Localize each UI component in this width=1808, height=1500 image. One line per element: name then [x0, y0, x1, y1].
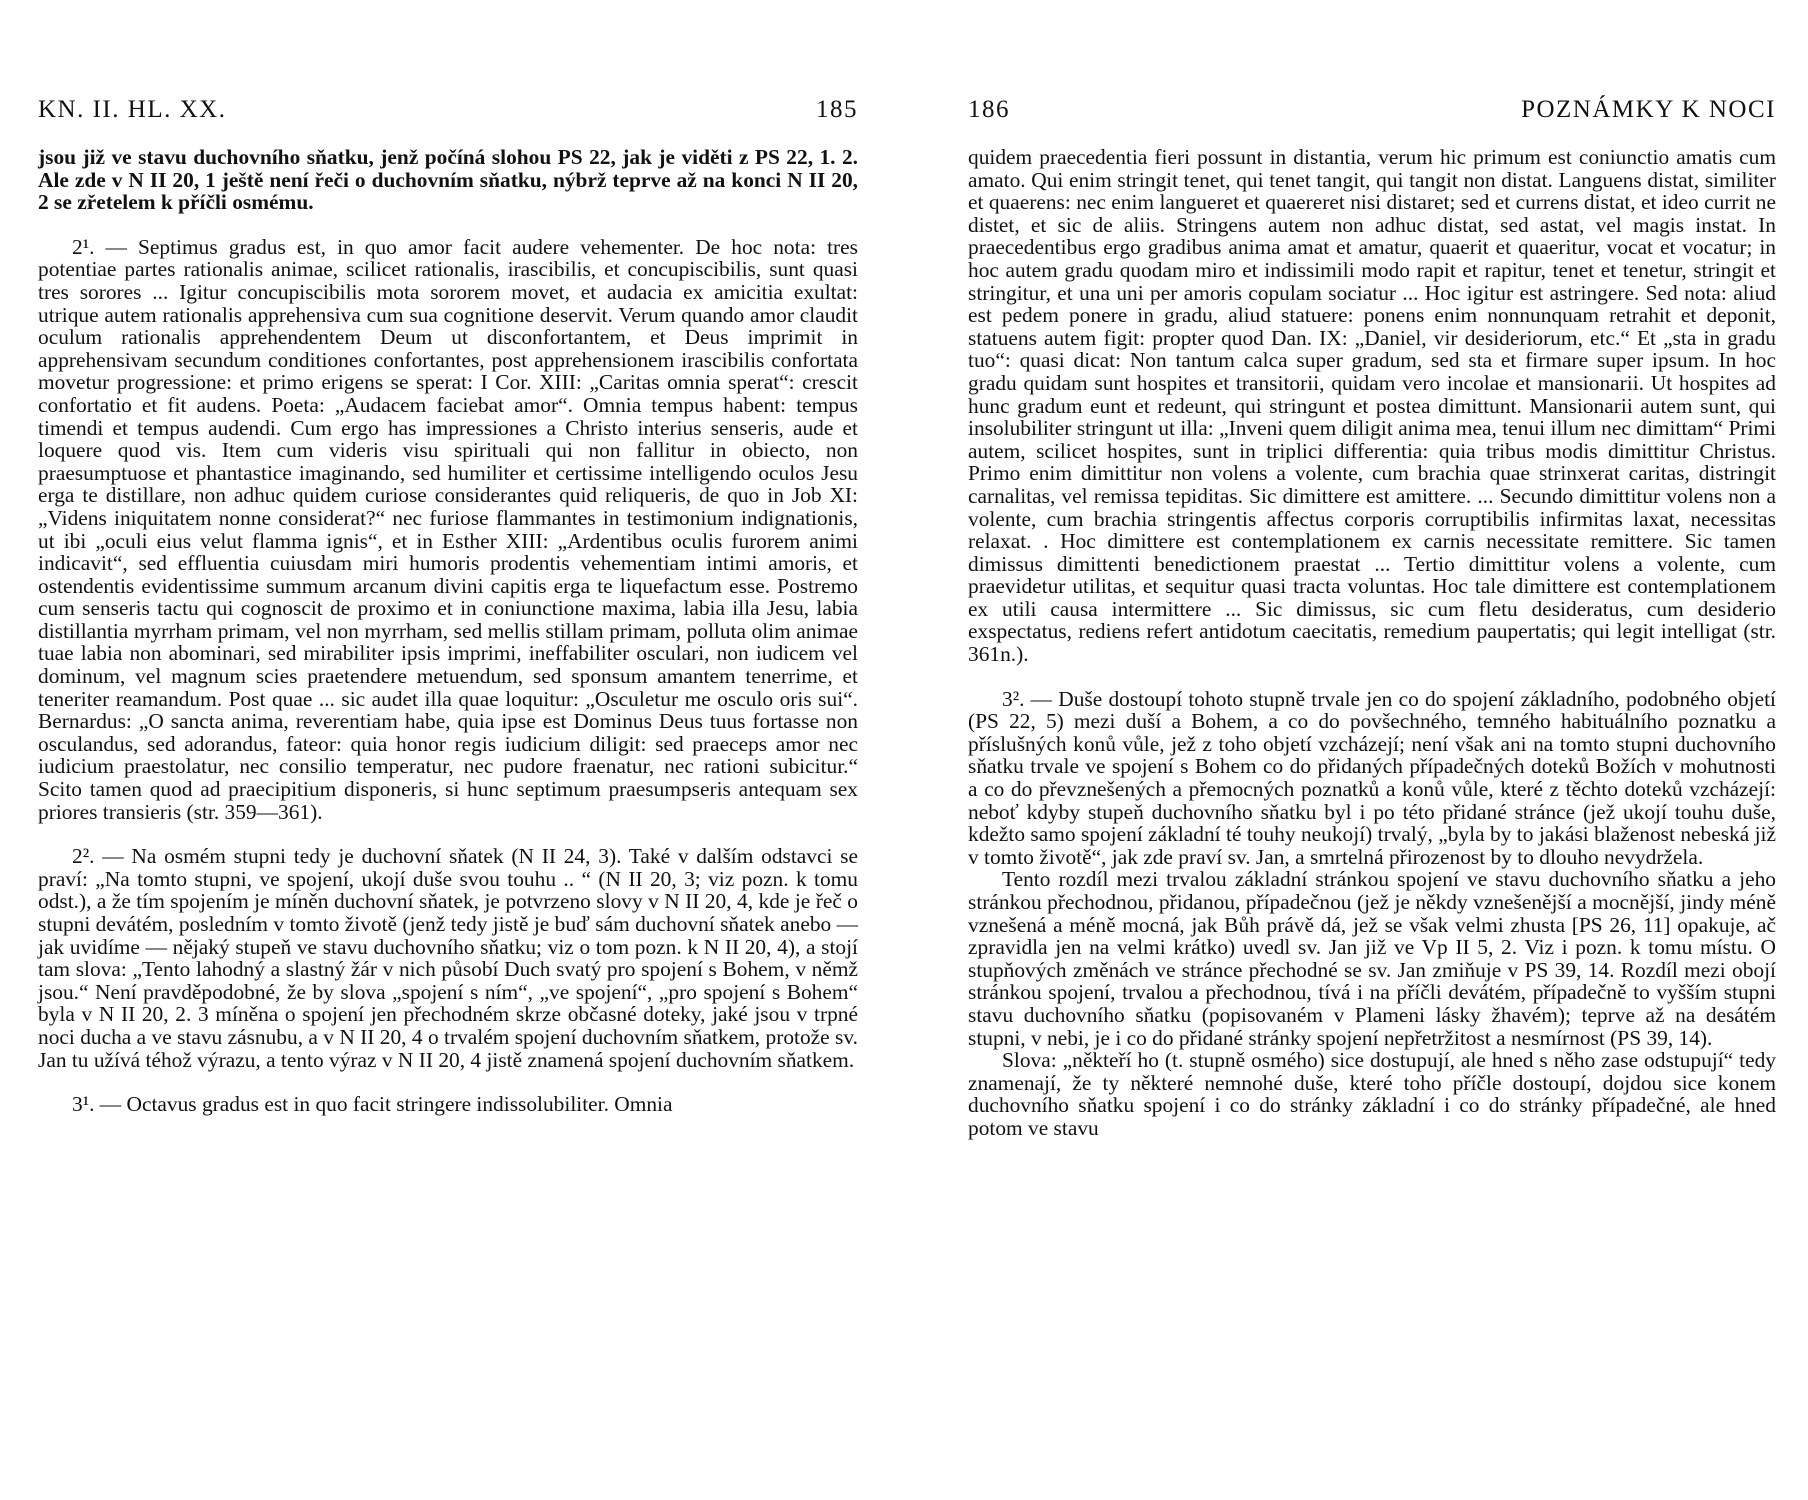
- right-paragraph-1: quidem praecedentia fieri possunt in distantia, verum hic primum est coniunctio amatis cum amato. Qui enim stringit tenet, qui tenet tangit, qui tangit non distat. Languens distat, similiter et quaerens: nec enim langueret et quaereret nisi distaret; sed et currens distat, et ideo currit ne distet, et sic de aliis. Stringens autem non adhuc distat, sed astat, vel magis instat. In praecedentibus ergo gradibus anima amat et amatur, quaerit et quaeritur, vocat et vocatur; in hoc autem gradu quodam miro et indissimili modo rapit et rapitur, tenet et tenetur, stringit et stringitur, et una uni per amoris copulam sociatur ... Hoc igitur est astringere. Sed nota: aliud est pedem ponere in gradu, aliud statuere: ponens enim nonnunquam retrahit et deponit, statuens autem figit: propter quod Dan. IX: „Daniel, vir desideriorum, etc.“ Et „sta in gradu tuo“: quasi dicat: Non tantum calca super gradum, sed sta et firmare super ipsum. In hoc gradu quidam sunt hospites et transitorii, quidam vero incolae et mansionarii. Ut hospites ad hunc gradum eunt et redeunt, qui stringunt et postea dimittunt. Mansionarii autem sunt, qui insolubiliter stringunt ut illa: „Inveni quem diligit anima mea, tenui illum nec dimittam“ Primi autem, scilicet hospites, sunt in triplici differentia: quia tribus modis dimittitur Christus. Primo enim dimittitur non volens a volente, cum brachia quae strinxerat caritas, distringit carnalitas, vel remissa tepiditas. Sic dimittere est amittere. ... Secundo dimittitur volens non a volente, cum brachia stringentis affectus corporis corruptibilis infirmitas laxat, necessitas relaxat. . Hoc dimittere est contemplationem ex carnis necessitate remittere. Sic tamen dimissus dimittenti benedictionem praestat ... Tertio dimittitur volens a volente, cum praevidetur utilitas, et sequitur quasi tracta voluntas. Hoc tale dimittere est contemplationem ex utili causa intermittere ... Sic dimissus, sic cum fletu desideratus, cum desiderio exspectatus, rediens refert antidotum caecitatis, remedium paupertatis; qui legit intelligat (str. 361n.).: [968, 145, 1776, 667]
- right-paragraph-3: Tento rozdíl mezi trvalou základní stránkou spojení ve stavu duchovního sňatku a jeho stránkou přechodnou, přidanou, případečnou (jež je někdy vznešenější a mocnější, jindy méně vznešená a méně mocná, jak Bůh právě dá, jež se však velmi zhusta [PS 26, 11] opakuje, ač zpravidla jen na velmi krátko) uvedl sv. Jan již ve Vp II 5, 2. Viz i pozn. k tomu místu. O stupňových změnách ve stránce přechodné se sv. Jan zmiňuje v PS 39, 14. Rozdíl mezi obojí stránkou spojení, trvalou a přechodnou, tívá i na příčli devátém, případečně to vyšším stupni stavu duchovního sňatku (popisovaném v Plameni lásky žhavém); teprve až na desátém stupni, v nebi, je i co do přidané stránky spojení nepřetržitost a nesmírnost (PS 39, 14).: [968, 867, 1776, 1050]
- left-paragraph-1: jsou již ve stavu duchovního sňatku, jenž počíná slohou PS 22, jak je viděti z PS 22, 1. 2. Ale zde v N II 20, 1 ještě není řeči o duchovním sňatku, nýbrž teprve až na konci N II 20, 2 se zřetelem k příčli osmému.: [38, 145, 858, 215]
- right-running-head: [968, 96, 1776, 126]
- left-running-title: KN. II. HL. XX.: [38, 96, 227, 123]
- right-paragraph-2: 3². — Duše dostoupí tohoto stupně trvale jen co do spojení základního, podobného objetí (PS 22, 5) mezi duší a Bohem, a co do povšechného, temného habituálního poznatku a příslušných konů vůle, jež z toho objetí vzcházejí; není však ani na tomto stupni duchovního sňatku trvale ve spojení s Bohem co do přidaných případečných doteků Božích v mohutnosti a co do převznešených a přemocných poznatků a konů vůle, které z těchto doteků vzcházejí: neboť kdyby stupeň duchovního sňatku byl i po této přidané stránce (jež ukojí touhu duše, kdežto samo spojení základní té touhy neukojí) trvalý, „byla by to jakási blaženost nebeská již v tomto životě“, jak zde praví sv. Jan, a smrtelná přirozenost by to dlouho nevydržela.: [968, 686, 1776, 869]
- right-body-text: [968, 146, 1776, 1140]
- right-page: [968, 0, 1776, 1500]
- left-paragraph-4: 3¹. — Octavus gradus est in quo facit stringere indissolubiliter. Omnia: [72, 1092, 673, 1117]
- left-running-head: [38, 96, 858, 126]
- right-paragraph-4: Slova: „někteří ho (t. stupně osmého) sice dostupují, ale hned s něho zase odstupují“ tedy znamenají, že ty některé nemnohé duše, které toho příčle dostoupí, dojdou sice konem duchovního sňatku spojení i co do stránky základní i co do stránky případečné, ale hned potom ve stavu: [968, 1048, 1776, 1140]
- right-running-title: POZNÁMKY K NOCI: [1521, 96, 1776, 123]
- left-body-text: [38, 146, 858, 1116]
- left-page-number: 185: [816, 96, 858, 123]
- left-paragraph-3: 2². — Na osmém stupni tedy je duchovní sňatek (N II 24, 3). Také v dalším odstavci se praví: „Na tomto stupni, ve spojení, ukojí duše svou touhu .. “ (N II 20, 3; viz pozn. k tomu odst.), a že tím spojením je míněn duchovní sňatek, je potvrzeno slovy v N II 20, 4, kde je řeč o stupni devátém, posledním v tomto životě (jenž tedy jistě je buď sám duchovní sňatek anebo — jak uvidíme — nějaký stupeň ve stavu duchovního sňatku; viz o tom pozn. k N II 20, 4), a stojí tam slova: „Tento lahodný a slastný žár v nich působí Duch svatý pro spojení s Bohem, v němž jsou.“ Není pravděpodobné, že by slova „spojení s ním“, „ve spojení“, „pro spojení s Bohem“ byla v N II 20, 2. 3 míněna o spojení jen přechodném skrze občasné doteky, jaké jsou v trpné noci ducha a ve stavu zásnubu, a v N II 20, 4 o trvalém spojení duchovním sňatkem, protože sv. Jan tu užívá téhož výrazu, a tento výraz v N II 20, 4 jistě znamená spojení duchovním sňatkem.: [38, 844, 858, 1072]
- left-paragraph-2: 2¹. — Septimus gradus est, in quo amor facit audere vehementer. De hoc nota: tres potentiae partes rationalis animae, scilicet rationalis, irascibilis, et concupiscibilis, sunt quasi tres sorores ... Igitur concupiscibilis mota sororem movet, et audacia ex amicitia exultat: utrique autem rationalis apprehensiva cum sua cognitione deservit. Verum quando amor claudit oculum rationalis apprehendentem Deum ut disconfortantem, et Deus imprimit in apprehensivam secundum conditiones confortantes, post apprehensionem irascibilis confortata movetur progressione: et primo erigens se sperat: I Cor. XIII: „Caritas omnia sperat“: crescit confortatio et fit audens. Poeta: „Audacem faciebat amor“. Omnia tempus habent: tempus timendi et tempus audendi. Cum ergo has impressiones a Christo interius senseris, aude et loquere quod vis. Item cum videris visu spirituali qui non fallitur in obiecto, non praesumptuose et phantastice imaginando, sed humiliter et certissime intelligendo oculos Jesu erga te distillare, non adhuc quidem curiose considerantes quid reliqueris, de quo in Job XI: „Videns iniquitatem nonne considerat?“ nec furiose flammantes in testimonium indignationis, ut ibi „oculi eius velut flamma ignis“, et in Esther XIII: „Ardentibus oculis furorem animi indicavit“, sed effluentia cuiusdam miri humoris prodentis vehementiam intimi amoris, et ostendentis evidentissime summum arcanum divini capitis erga te liquefactum esse. Postremo cum senseris tactu qui cognoscit de proximo et in coniunctione maxima, labia illa Jesu, labia distillantia myrrham primam, vel non myrrham, sed mellis stillam primam, polluta olim animae tuae labia non abominari, sed mirabiliter ipsis imprimi, ineffabiliter osculari, non iudicem vel dominum, vel magnum scies praetendere metuendum, sed sponsum amantem tenerrime, et teneriter reamandum. Post quae ... sic audet illa quae loquitur: „Osculetur me osculo oris sui“. Bernardus: „O sancta anima, reverentiam habe, quia ipse est Dominus Deus tuus fortasse non osculandus, sed adorandus, fateor: quia honor regis iudicium diligit: sed praeceps amor nec iudicium praestolatur, nec consilio temperatur, nec pudore fraenatur, nec rationi subicitur.“ Scito tamen quod ad praecipitium disponeris, si hunc septimum praesumpseris antequam sex priores transieris (str. 359—361).: [38, 234, 858, 824]
- left-page: [38, 0, 858, 1500]
- right-page-number: 186: [968, 96, 1010, 123]
